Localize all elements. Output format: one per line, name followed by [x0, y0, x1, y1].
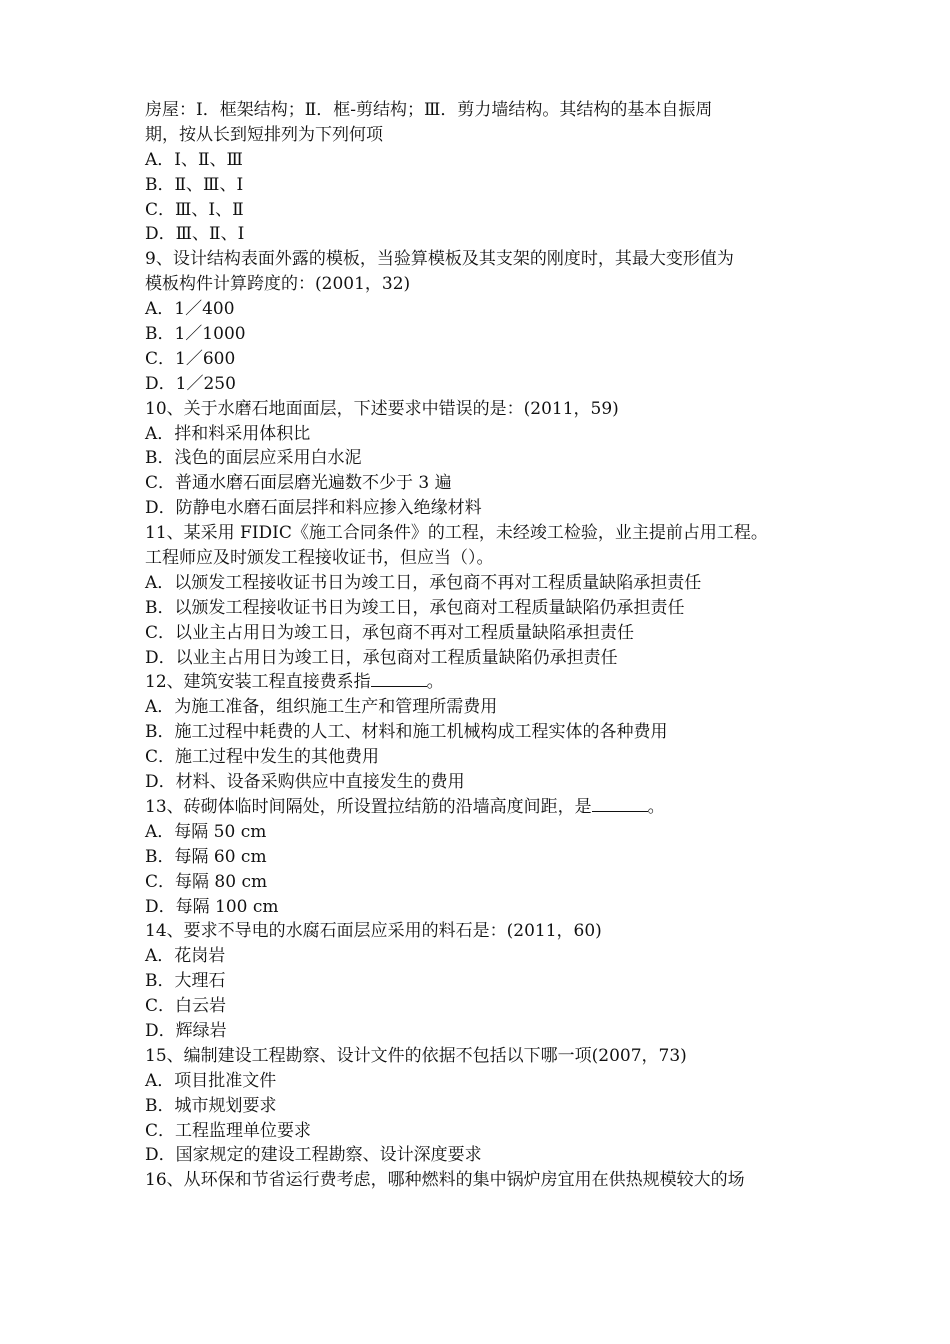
question-11: 11、某采用 FIDIC《施工合同条件》的工程，未经竣工检验，业主提前占用工程。: [145, 523, 768, 544]
option-line: A．Ⅰ、Ⅱ、Ⅲ: [145, 149, 243, 170]
question-13: [145, 795, 815, 820]
option-line: B．城市规划要求: [145, 1095, 277, 1116]
option-line: C．以业主占用日为竣工日，承包商不再对工程质量缺陷承担责任: [145, 622, 635, 643]
option-line: B．以颁发工程接收证书日为竣工日，承包商对工程质量缺陷仍承担责任: [145, 597, 685, 618]
option-line: C．白云岩: [145, 996, 227, 1017]
question-15: 15、编制建设工程勘察、设计文件的依据不包括以下哪一项(2007，73): [145, 1045, 687, 1066]
option-line: D．每隔 100 cm: [145, 896, 279, 917]
text-line: 工程师应及时颁发工程接收证书，但应当（）。: [145, 548, 494, 569]
text-line: 房屋：Ⅰ．框架结构；Ⅱ．框-剪结构；Ⅲ．剪力墙结构。其结构的基本自振周: [145, 100, 713, 120]
option-line: C．每隔 80 cm: [145, 871, 268, 892]
option-line: A．拌和料采用体积比: [145, 423, 311, 444]
option-line: A．每隔 50 cm: [145, 821, 267, 842]
option-line: D．材料、设备采购供应中直接发生的费用: [145, 772, 465, 793]
question-14: 14、要求不导电的水腐石面层应采用的料石是：(2011，60): [145, 921, 602, 942]
option-line: D．1／250: [145, 373, 236, 394]
option-line: D．防静电水磨石面层拌和料应掺入绝缘材料: [145, 498, 482, 519]
option-line: A．花岗岩: [145, 946, 226, 967]
option-line: B．1／1000: [145, 324, 246, 345]
option-line: D．辉绿岩: [145, 1020, 227, 1041]
option-line: C．1／600: [145, 348, 236, 369]
option-line: B．施工过程中耗费的人工、材料和施工机械构成工程实体的各种费用: [145, 722, 668, 743]
question-9: 9、设计结构表面外露的模板，当验算模板及其支架的刚度时，其最大变形值为: [145, 249, 734, 270]
document-body: [145, 98, 815, 1193]
option-line: B．每隔 60 cm: [145, 846, 267, 867]
option-line: D．Ⅲ、Ⅱ、Ⅰ: [145, 224, 245, 245]
question-12-end: 。: [426, 672, 444, 693]
option-line: B．大理石: [145, 971, 226, 992]
question-12: [145, 670, 815, 695]
question-12-text: 12、建筑安装工程直接费系指: [145, 672, 371, 693]
answer-blank: [592, 795, 648, 812]
option-line: C．普通水磨石面层磨光遍数不少于 3 遍: [145, 473, 452, 494]
text-line: 模板构件计算跨度的：(2001，32): [145, 274, 411, 295]
option-line: C．施工过程中发生的其他费用: [145, 747, 380, 768]
option-line: C．工程监理单位要求: [145, 1120, 312, 1141]
question-10: 10、关于水磨石地面面层，下述要求中错误的是：(2011，59): [145, 398, 619, 419]
option-line: A．以颁发工程接收证书日为竣工日，承包商不再对工程质量缺陷承担责任: [145, 572, 702, 593]
text-line: 期，按从长到短排列为下列何项: [145, 124, 383, 145]
option-line: A．1／400: [145, 299, 235, 320]
option-line: B．Ⅱ、Ⅲ、Ⅰ: [145, 174, 244, 195]
option-line: D．以业主占用日为竣工日，承包商对工程质量缺陷仍承担责任: [145, 647, 618, 668]
option-line: A．项目批准文件: [145, 1070, 277, 1091]
option-line: D．国家规定的建设工程勘察、设计深度要求: [145, 1145, 482, 1166]
option-line: C．Ⅲ、Ⅰ、Ⅱ: [145, 199, 244, 220]
option-line: B．浅色的面层应采用白水泥: [145, 448, 362, 469]
answer-blank: [371, 670, 427, 687]
option-line: A．为施工准备，组织施工生产和管理所需费用: [145, 697, 498, 718]
question-16: 16、从环保和节省运行费考虑，哪种燃料的集中锅炉房宜用在供热规模较大的场: [145, 1170, 745, 1191]
question-13-end: 。: [647, 796, 665, 817]
question-13-text: 13、砖砌体临时间隔处，所设置拉结筋的沿墙高度间距，是: [145, 796, 592, 817]
